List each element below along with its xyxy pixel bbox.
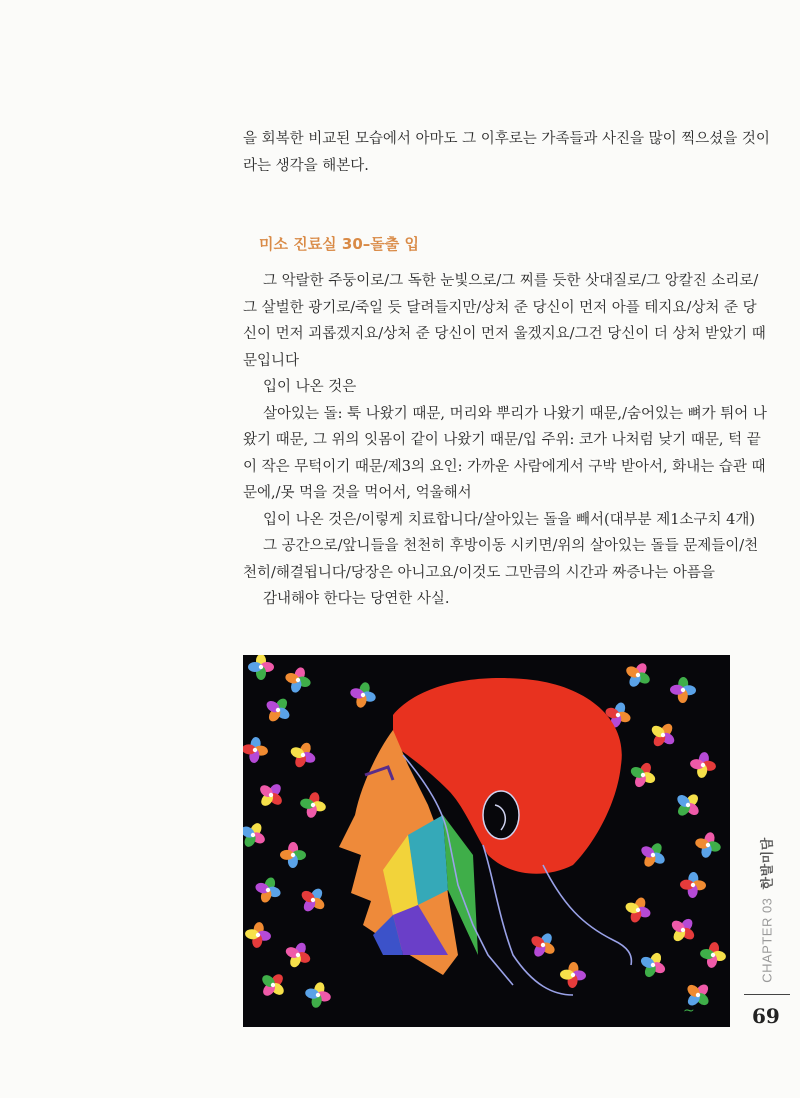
flower-motif	[299, 791, 327, 819]
flower-motif	[639, 841, 666, 868]
artwork-illustration	[243, 655, 730, 1027]
chapter-number: CHAPTER 03	[759, 897, 775, 983]
flower-motif	[529, 931, 556, 958]
flower-motif	[680, 872, 706, 898]
flower-motif	[639, 951, 667, 979]
flower-motif	[699, 941, 726, 968]
flower-motif	[299, 886, 326, 913]
text-line: 신이 먼저 괴롭겠지요/상처 준 당신이 먼저 울겠지요/그건 당신이 더 상처 받았기 때	[243, 326, 766, 342]
chapter-sidebar	[744, 830, 788, 990]
flower-motif	[264, 696, 291, 723]
text-line: 입이 나온 것은	[263, 379, 357, 395]
flower-motif	[243, 821, 267, 849]
text-line: 왔기 때문, 그 위의 잇몸이 같이 나왔기 때문/입 주위: 코가 나처럼 낮기 때문, 턱 끝	[243, 432, 761, 448]
flower-motif	[670, 917, 697, 944]
flower-motif	[284, 666, 312, 694]
flower-motif	[260, 972, 286, 998]
text-line: 그 공간으로/앞니들을 천천히 후방이동 시키면/위의 살아있는 돌들 문제들이/천	[263, 538, 759, 554]
text-line: 이 작은 무턱이기 때문/제3의 요인: 가까운 사람에게서 구박 받아서, 화내는 습관 때	[243, 458, 766, 475]
page-number-divider	[744, 994, 790, 995]
flower-motif	[650, 722, 677, 749]
flower-motif	[244, 921, 271, 948]
chapter-label	[757, 837, 776, 983]
page-number: 69	[752, 1004, 780, 1028]
section-heading: 미소 진료실 30–돌출 입	[259, 235, 419, 253]
text-line: 입이 나온 것은/이렇게 치료합니다/살아있는 돌을 빼서(대부분 제1소구치 4개)	[263, 511, 756, 528]
intro-paragraph	[243, 126, 770, 179]
text-line: 을 회복한 비교된 모습에서 아마도 그 이후로는 가족들과 사진을 많이 찍으셨을 것이	[243, 131, 770, 147]
chapter-name: 한발미담	[759, 837, 775, 890]
text-line: 그 악랄한 주둥이로/그 독한 눈빛으로/그 찌를 듯한 삿대질로/그 앙칼진 소리로/	[263, 273, 759, 289]
flower-motif	[670, 677, 696, 703]
outline-stroke	[543, 865, 631, 965]
artist-signature: ~	[683, 1003, 695, 1019]
text-line: 문에,/못 먹을 것을 먹어서, 억울해서	[243, 485, 472, 501]
text-line: 문입니다	[243, 352, 300, 369]
flower-motif	[243, 737, 268, 764]
portrait-drawing	[243, 655, 730, 1027]
flower-motif	[284, 941, 312, 969]
flower-motif	[629, 761, 657, 789]
text-line: 천히/해결됩니다/당장은 아니고요/이것도 그만큼의 시간과 짜증나는 아픔을	[243, 564, 715, 581]
flower-motif	[254, 876, 282, 904]
flower-motif	[349, 681, 377, 709]
text-line: 그 살벌한 광기로/죽일 듯 달려들지만/상처 준 당신이 먼저 아플 테지요/상처 준 당	[243, 299, 757, 316]
flower-motif	[675, 792, 701, 818]
flower-motif	[289, 741, 317, 769]
text-line: 라는 생각을 해본다.	[243, 157, 369, 174]
flower-motif	[560, 962, 587, 989]
flower-motif	[280, 842, 306, 868]
flower-motif	[624, 661, 652, 689]
flower-motif	[248, 655, 274, 680]
flower-motif	[624, 896, 652, 924]
flower-motif	[258, 782, 284, 808]
poem-paragraph	[243, 268, 767, 613]
flower-motif	[689, 751, 716, 778]
text-line: 살아있는 돌: 툭 나왔기 때문, 머리와 뿌리가 나왔기 때문,/숨어있는 뼈가 튀어 나	[263, 405, 767, 422]
flower-motif	[304, 981, 332, 1009]
flower-motif	[694, 831, 722, 859]
text-line: 감내해야 한다는 당연한 사실.	[263, 591, 450, 607]
ear-shape	[483, 791, 519, 839]
